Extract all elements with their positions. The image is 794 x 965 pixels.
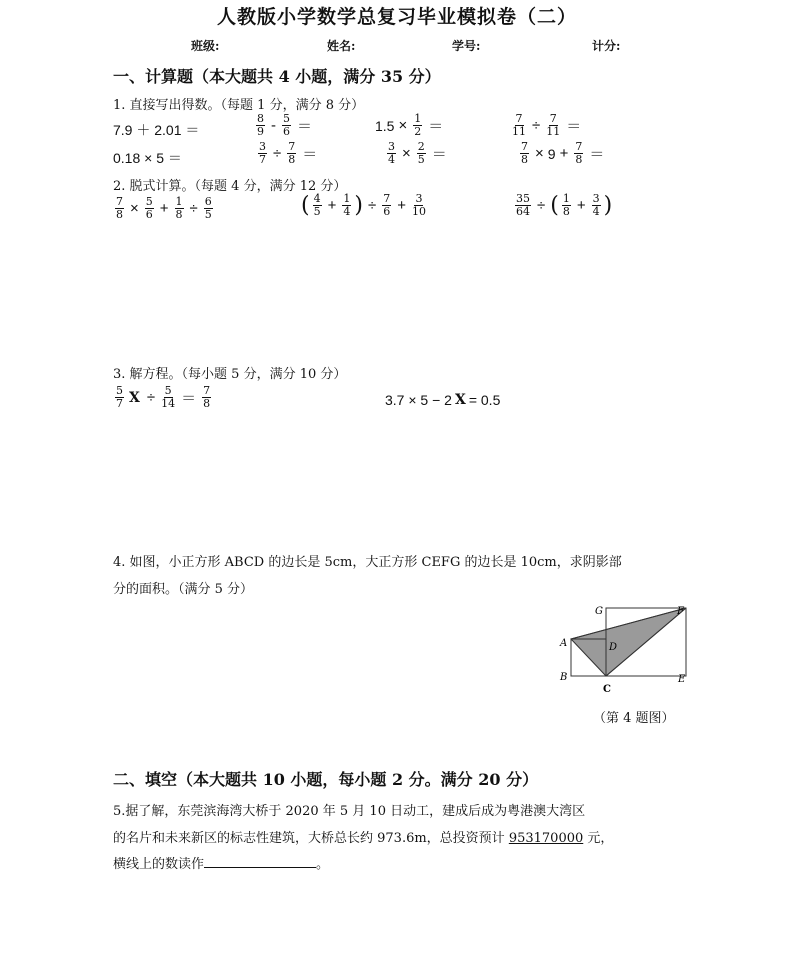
frac: $\frac{7}{8}$ xyxy=(575,140,583,166)
frac: $\frac{7}{8}$ xyxy=(116,195,123,221)
frac: $\frac{1}{8}$ xyxy=(175,195,183,221)
class-label: 班级: xyxy=(191,39,220,53)
frac: $\frac{35}{64}$ xyxy=(516,192,530,218)
answer-blank[interactable] xyxy=(204,855,316,868)
frac: $\frac{7}{8}$ xyxy=(521,140,528,166)
section2-heading: 二、填空（本大题共 10 小题，每小题 2 分。满分 20 分） xyxy=(113,770,539,789)
q1-e6: $\frac{3}{7}$ ÷ $\frac{7}{8}$ ＝ xyxy=(259,140,318,166)
frac: $\frac{7}{11}$ xyxy=(546,112,561,138)
q2-p1: $\frac{7}{8}$ × $\frac{5}{6}$ + $\frac{1}{8}$ ÷ $\frac{6}{5}$ xyxy=(116,195,212,221)
frac: $\frac{3}{7}$ xyxy=(259,140,266,166)
id-label: 学号: xyxy=(452,39,481,53)
q5-line2-post: 元， xyxy=(583,831,614,846)
label-g: G xyxy=(595,606,603,617)
q4-figure xyxy=(555,600,695,700)
q3-eq2: 3.7 × 5 − 2 X = 0.5 xyxy=(385,392,501,408)
frac: $\frac{1}{2}$ xyxy=(414,112,422,138)
q4-caption: （第 4 题图） xyxy=(593,711,675,726)
frac: $\frac{1}{4}$ xyxy=(343,192,351,218)
q1-e2: $\frac{8}{9}$ - $\frac{5}{6}$ ＝ xyxy=(257,112,313,138)
frac: $\frac{7}{11}$ xyxy=(512,112,526,138)
q5-line3-text: 横线上的数读作 xyxy=(113,857,205,872)
q5-line2-pre: 的名片和未来新区的标志性建筑，大桥总长约 973.6m，总投资预计 xyxy=(113,831,509,846)
q2-p2: ( $\frac{4}{5}$ + $\frac{1}{4}$ ) ÷ $\frac{7}{6}$ + $\frac{3}{10}$ xyxy=(301,192,426,218)
frac: $\frac{2}{5}$ xyxy=(417,140,425,166)
section1-heading: 一、计算题（本大题共 4 小题，满分 35 分） xyxy=(113,67,441,86)
frac: $\frac{6}{5}$ xyxy=(204,195,212,221)
label-a: A xyxy=(560,638,568,649)
q5-line2 xyxy=(113,827,613,846)
q1-e3: 1.5 × $\frac{1}{2}$ ＝ xyxy=(375,112,444,138)
label-b: B xyxy=(560,672,568,683)
q3-eq1: $\frac{5}{7}$ X ÷ $\frac{5}{14}$ ＝ $\frac{7}{8}$ xyxy=(116,384,211,410)
q2-p3: $\frac{35}{64}$ ÷ ( $\frac{1}{8}$ + $\frac{3}{4}$ ) xyxy=(516,192,613,218)
q1-e1 xyxy=(113,120,199,140)
frac: $\frac{3}{10}$ xyxy=(411,192,426,218)
score-label: 计分: xyxy=(592,39,621,53)
q2-label: 2. 脱式计算。（每题 4 分，满分 12 分） xyxy=(113,179,347,194)
label-e: E xyxy=(678,674,686,685)
frac: $\frac{8}{9}$ xyxy=(257,112,264,138)
q3-label: 3. 解方程。（每小题 5 分，满分 10 分） xyxy=(113,367,347,382)
frac: $\frac{5}{6}$ xyxy=(145,195,153,221)
q1-e4: $\frac{7}{11}$ ÷ $\frac{7}{11}$ ＝ xyxy=(512,112,582,138)
frac: $\frac{5}{14}$ xyxy=(161,384,176,410)
label-f: F xyxy=(677,606,684,617)
frac: $\frac{3}{4}$ xyxy=(592,192,600,218)
q5-line1: 5.据了解，东莞滨海湾大桥于 2020 年 5 月 10 日动工，建成后成为粤港澳大湾区 xyxy=(113,804,586,819)
shaded-region xyxy=(571,608,686,676)
q1-e1-text: 7.9 ＋ 2.01 ＝ xyxy=(113,122,200,138)
q4-line1: 4. 如图，小正方形 ABCD 的边长是 5cm，大正方形 CEFG 的边长是 10cm，求阴影部 xyxy=(113,555,622,570)
frac: $\frac{4}{5}$ xyxy=(313,192,321,218)
frac: $\frac{1}{8}$ xyxy=(562,192,570,218)
name-label: 姓名: xyxy=(327,39,356,53)
frac: $\frac{3}{4}$ xyxy=(388,140,395,166)
q4-line2: 分的面积。（满分 5 分） xyxy=(113,582,254,597)
frac: $\frac{7}{8}$ xyxy=(288,140,296,166)
frac: $\frac{7}{6}$ xyxy=(383,192,391,218)
label-d: D xyxy=(609,642,618,653)
q5-number: 953170000 xyxy=(508,831,584,846)
q1-e7: $\frac{3}{4}$ × $\frac{2}{5}$ ＝ xyxy=(388,140,447,166)
frac: $\frac{7}{8}$ xyxy=(203,384,211,410)
q1-label: 1. 直接写出得数。（每题 1 分，满分 8 分） xyxy=(113,98,365,113)
label-c: C xyxy=(603,684,611,695)
q5-line3-end: 。 xyxy=(316,857,330,872)
q5-line3 xyxy=(113,853,329,872)
frac: $\frac{5}{6}$ xyxy=(283,112,290,138)
q1-e8: $\frac{7}{8}$ × 9 + $\frac{7}{8}$ ＝ xyxy=(521,140,605,166)
page-title: 人教版小学数学总复习毕业模拟卷（二） xyxy=(216,6,577,28)
q1-e5-text: 0.18 × 5 ＝ xyxy=(113,150,182,166)
frac: $\frac{5}{7}$ xyxy=(116,384,123,410)
q1-e5 xyxy=(113,148,182,168)
